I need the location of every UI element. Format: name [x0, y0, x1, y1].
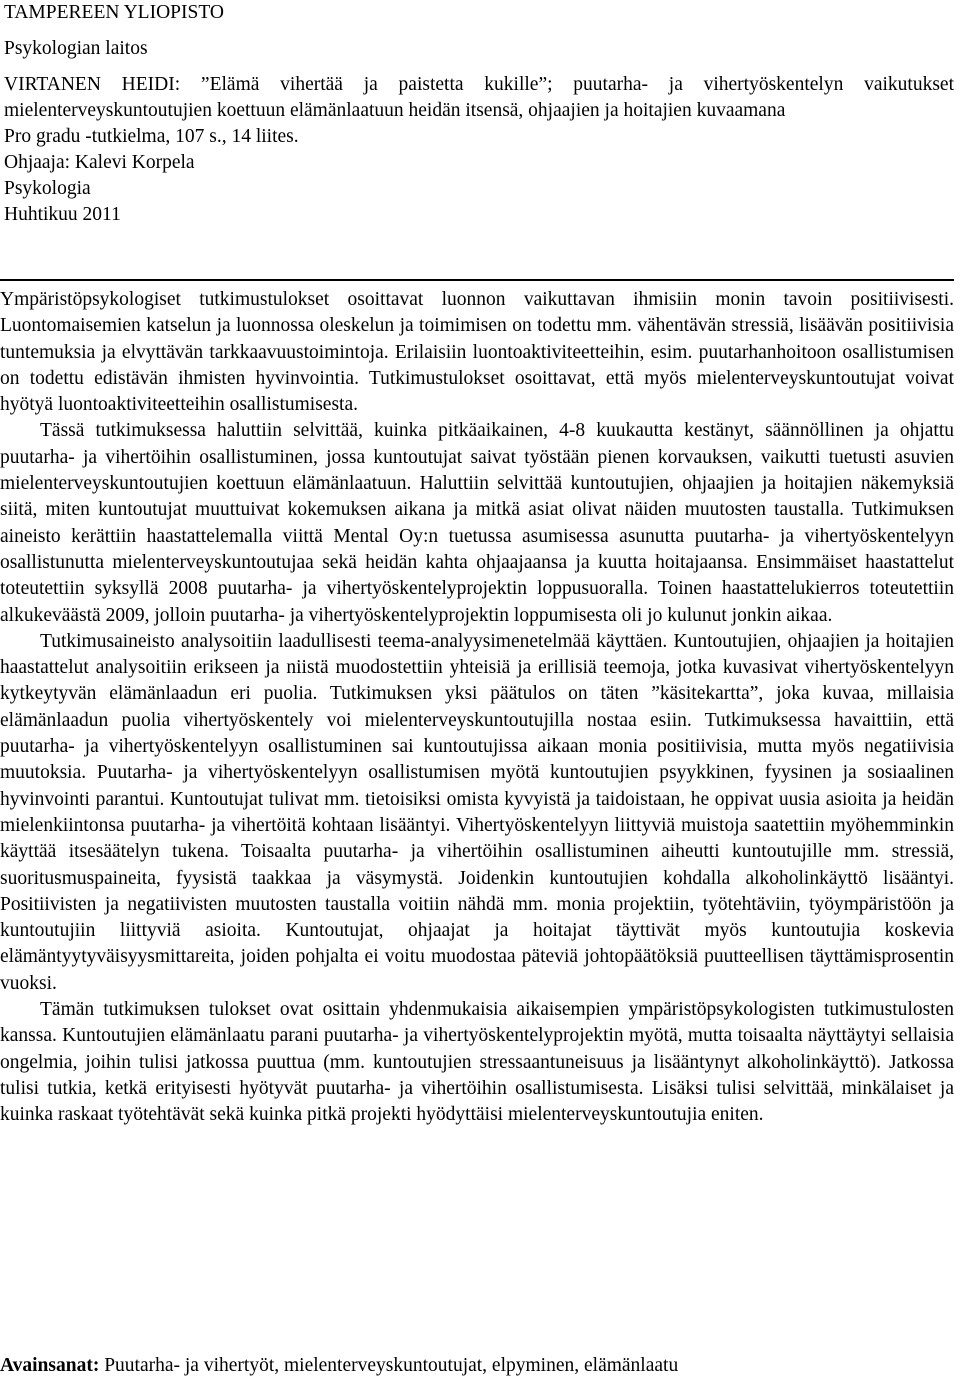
date: Huhtikuu 2011	[4, 204, 121, 225]
keywords-line	[0, 1353, 954, 1379]
thesis-abstract-page	[4, 0, 954, 228]
subject: Psykologia	[4, 178, 91, 199]
thesis-title: VIRTANEN HEIDI: ”Elämä vihertää ja paistetta kukille”; puutarha- ja vihertyöskentelyn vaikutukset mielenterveyskuntoutujien koettuun elämänlaatuun heidän itsensä, ohjaajien ja hoitajien kuvaamana	[4, 74, 954, 121]
keywords-label: Avainsanat:	[0, 1355, 100, 1376]
thesis-info: Pro gradu -tutkielma, 107 s., 14 liites.	[4, 126, 299, 147]
spacer	[4, 62, 954, 72]
abstract-body	[0, 287, 954, 1129]
horizontal-rule	[0, 279, 954, 281]
spacer	[4, 26, 954, 36]
abstract-paragraph: Ympäristöpsykologiset tutkimustulokset osoittavat luonnon vaikuttavan ihmisiin monin tavoin positiivisesti. Luontomaisemien katselun ja luonnossa oleskelun ja toimimisen on todettu mm. vähentävän stressiä, lisäävän positiivisia tuntemuksia ja elvyttävän tarkkaavuustoimintoja. Erilaisiin luontoaktiviteetteihin, esim. puutarhanhoitoon osallistumisen on todettu edistävän ihmisten hyvinvointia. Tutkimustulokset osoittavat, että myös mielenterveyskuntoutujat voivat hyötyä luontoaktiviteetteihin osallistumisesta.	[0, 289, 954, 416]
abstract-paragraph: Tutkimusaineisto analysoitiin laadullisesti teema-analyysimenetelmää käyttäen. Kuntoutujien, ohjaajien ja hoitajien haastattelut analysoitiin erikseen ja niistä muodostettiin yhteisiä ja erillisiä teemoja, jotka kuvasivat vihertyöskentelyyn kytkeytyvän elämänlaadun eri puolia. Tutkimuksen yksi päätulos on täten ”käsitekartta”, joka kuvaa, millaisia elämänlaadun puolia vihertyöskentely voi mielenterveyskuntoutujilla nostaa esiin. Tutkimuksessa havaittiin, että puutarha- ja vihertyöskentelyyn osallistuminen sai kuntoutujissa aikaan monia positiivisia, mutta myös negatiivisia muutoksia. Puutarha- ja vihertyöskentelyyn osallistumisen myötä kuntoutujien psyykkinen, fyysinen ja sosiaalinen hyvinvointi parantui. Kuntoutujat tulivat mm. tietoisiksi omista kyvyistä ja taidoistaan, he oppivat uusia asioita ja heidän mielenkiintonsa puutarha- ja vihertöitä kohtaan lisääntyi. Vihertyöskentelyyn liittyviä muistoja saatettiin myöhemminkin käyttää itsesäätelyn tukena. Toisaalta puutarha- ja vihertöihin osallistuminen aiheutti kuntoutujille mm. stressiä, suoritusmuspaineita, fyysistä taakkaa ja väsymystä. Joidenkin kuntoutujien kohdalla alkoholinkäyttö lisääntyi. Positiivisten ja negatiivisten muutosten taustalla voitiin nähdä mm. monia projektiin, työtehtäviin, työympäristöön ja kuntoutujiin liittyviä asioita. Kuntoutujat, ohjaajat ja hoitajat täyttivät myös kuntoutujia koskevia elämäntyytyväisyysmittareita, joiden pohjalta ei voitu muodostaa päteviä johtopäätöksiä puutteellisen täyttämisprosentin vuoksi.	[0, 630, 954, 994]
supervisor: Ohjaaja: Kalevi Korpela	[4, 152, 195, 173]
keywords-text: Puutarha- ja vihertyöt, mielenterveyskuntoutujat, elpyminen, elämänlaatu	[104, 1355, 679, 1376]
abstract-paragraph: Tämän tutkimuksen tulokset ovat osittain yhdenmukaisia aikaisempien ympäristöpsykologisten tutkimustulosten kanssa. Kuntoutujien elämänlaatu parani puutarha- ja vihertyöskentelyprojektin myötä, mutta toisaalta näyttäytyi sellaisia ongelmia, joihin tulisi jatkossa puuttua (mm. kuntoutujien stressaantuneisuus ja lisääntynyt alkoholinkäyttö). Jatkossa tulisi tutkia, ketkä erityisesti hyötyvät puutarha- ja vihertöihin osallistumisesta. Lisäksi tulisi selvittää, minkälaiset ja kuinka raskaat työtehtävät sekä kuinka pitkä projekti hyödyttäisi mielenterveyskuntoutujia eniten.	[0, 999, 954, 1126]
university-name: TAMPEREEN YLIOPISTO	[4, 2, 224, 23]
department-name: Psykologian laitos	[4, 38, 148, 59]
abstract-paragraph: Tässä tutkimuksessa haluttiin selvittää, kuinka pitkäaikainen, 4-8 kuukautta kestänyt, säännöllinen ja ohjattu puutarha- ja vihertöihin osallistuminen, jossa kuntoutujat saivat työstään pienen korvauksen, vaikutti tuetusti asuvien mielenterveyskuntoutujien koettuun elämänlaatuun. Haluttiin selvittää kuntoutujien, ohjaajien ja hoitajien näkemyksiä siitä, miten kuntoutujat muuttuivat kokemuksen aikana ja mitkä asiat olivat näiden muutosten taustalla. Tutkimuksen aineisto kerättiin haastattelemalla viittä Mental Oy:n tuetussa asumisessa asunutta puutarha- ja vihertyöskentelyyn osallistunutta mielenterveyskuntoutujaa sekä heidän kahta ohjaajaansa ja kuutta hoitajaansa. Ensimmäiset haastattelut toteutettiin syksyllä 2008 puutarha- ja vihertyöskentelyprojektin loppusuoralla. Toinen haastattelukierros toteutettiin alkukeväästä 2009, jolloin puutarha- ja vihertyöskentelyprojektin loppumisesta oli jo kulunut jonkin aikaa.	[0, 420, 954, 626]
